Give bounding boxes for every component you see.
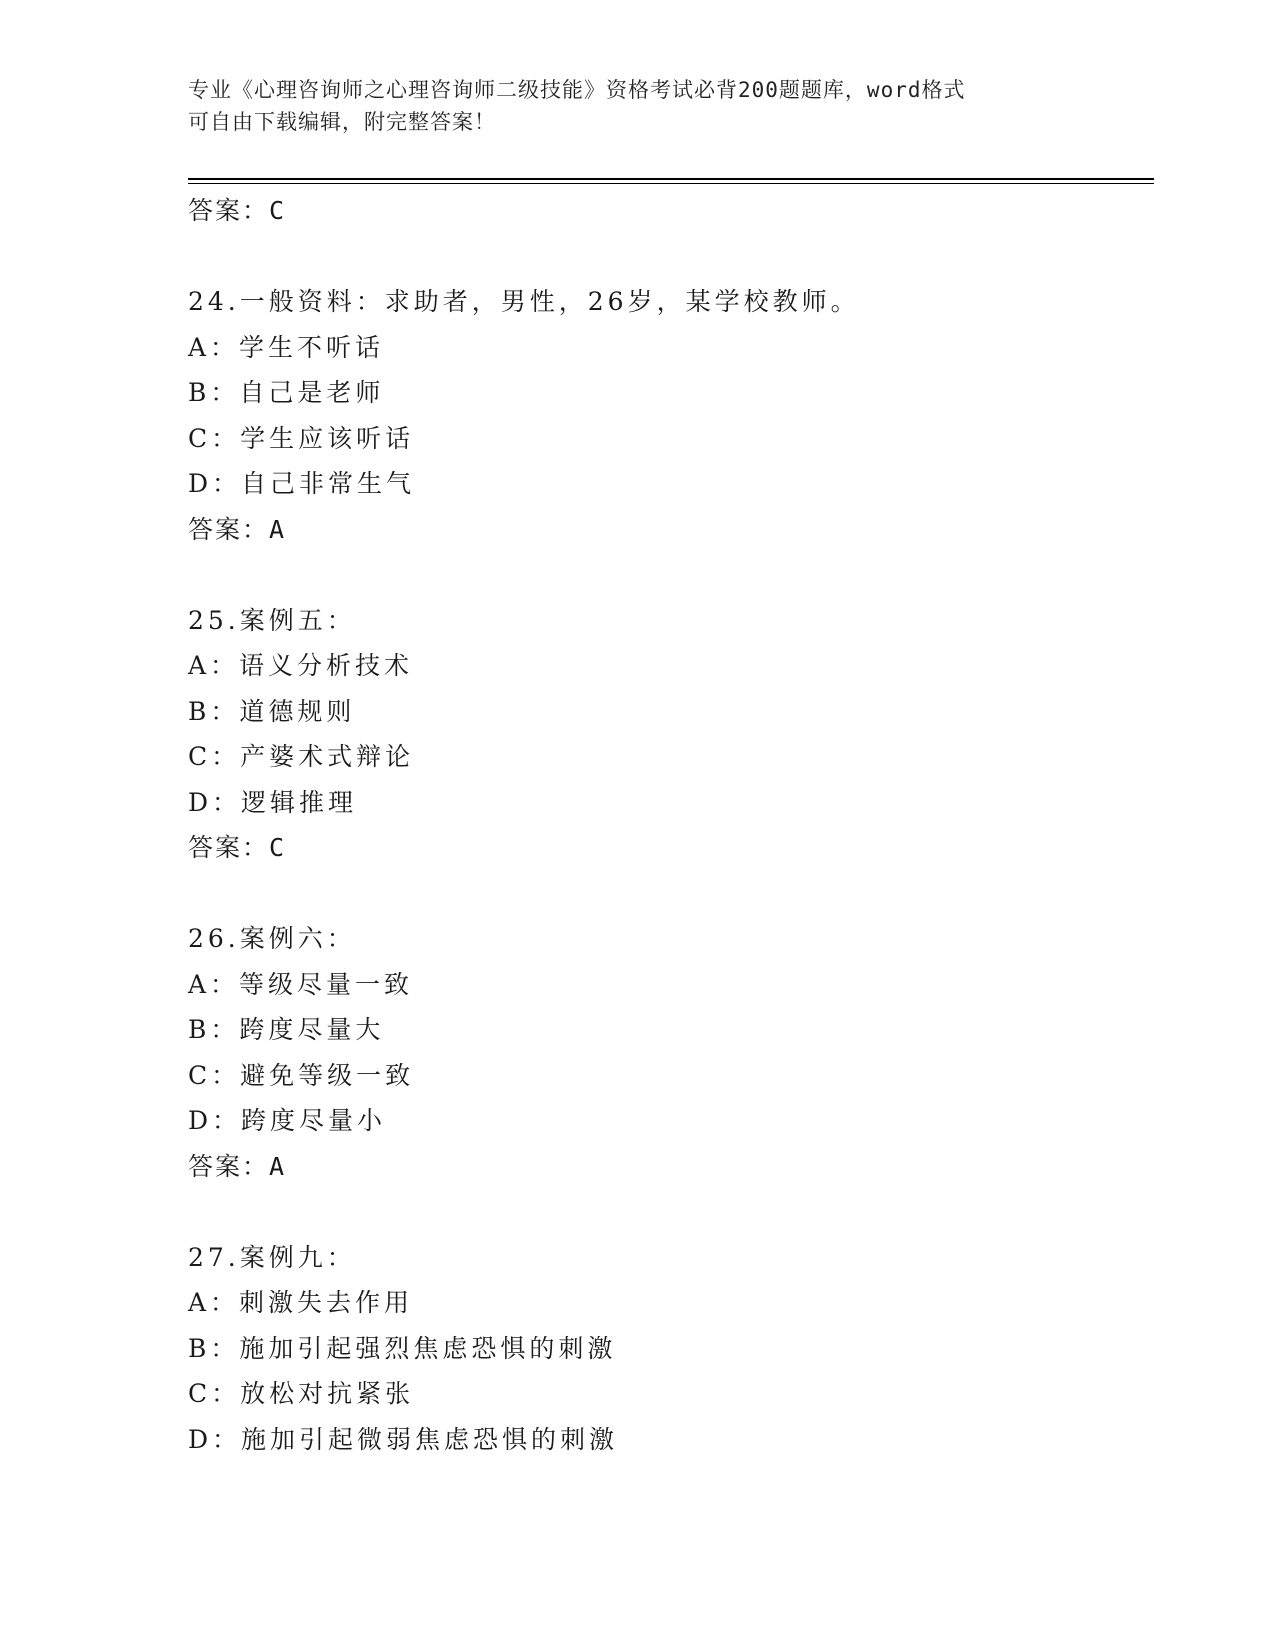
option-d: D：施加引起微弱焦虑恐惧的刺激 [188,1424,619,1454]
question-block [188,1235,1154,1463]
spacer [188,552,1154,598]
option-c: C：避免等级一致 [188,1060,415,1090]
answer-line: 答案：C [188,196,287,225]
header-line-2: 可自由下载编辑，附完整答案！ [188,110,496,134]
option-d: D：逻辑推理 [188,787,358,817]
question-list [188,188,1154,1462]
option-a: A：等级尽量一致 [188,969,414,999]
question-stem: 24.一般资料：求助者，男性，26岁，某学校教师。 [188,287,860,316]
option-d: D：自己非常生气 [188,469,416,498]
option-a: A：语义分析技术 [188,651,414,680]
option-d: D：跨度尽量小 [188,1106,387,1135]
option-c: C：放松对抗紧张 [188,1379,415,1408]
spacer [188,234,1154,280]
question-block [188,279,1154,552]
answer-line: 答案：A [188,1151,287,1181]
option-b: B：跨度尽量大 [188,1015,385,1044]
option-b: B：道德规则 [188,696,356,726]
question-stem: 25.案例五： [188,605,356,635]
question-block [188,916,1154,1189]
option-c: C：产婆术式辩论 [188,742,415,771]
option-b: B：自己是老师 [188,378,385,407]
question-block [188,598,1154,871]
question-stem: 26.案例六： [188,924,356,953]
option-a: A：刺激失去作用 [188,1288,414,1317]
spacer [188,1189,1154,1235]
answer-line: 答案：A [188,514,287,544]
answer-line: 答案：C [188,833,287,862]
header-line-1: 专业《心理咨询师之心理咨询师二级技能》资格考试必背200题题库，word格式 [188,78,966,102]
spacer [188,871,1154,917]
option-a: A：学生不听话 [188,332,385,362]
header-rule-thin [188,183,1154,184]
document-header [188,74,1088,138]
option-c: C：学生应该听话 [188,423,415,453]
header-rule-thick [188,178,1154,180]
question-stem: 27.案例九： [188,1242,356,1272]
option-b: B：施加引起强烈焦虑恐惧的刺激 [188,1333,617,1363]
